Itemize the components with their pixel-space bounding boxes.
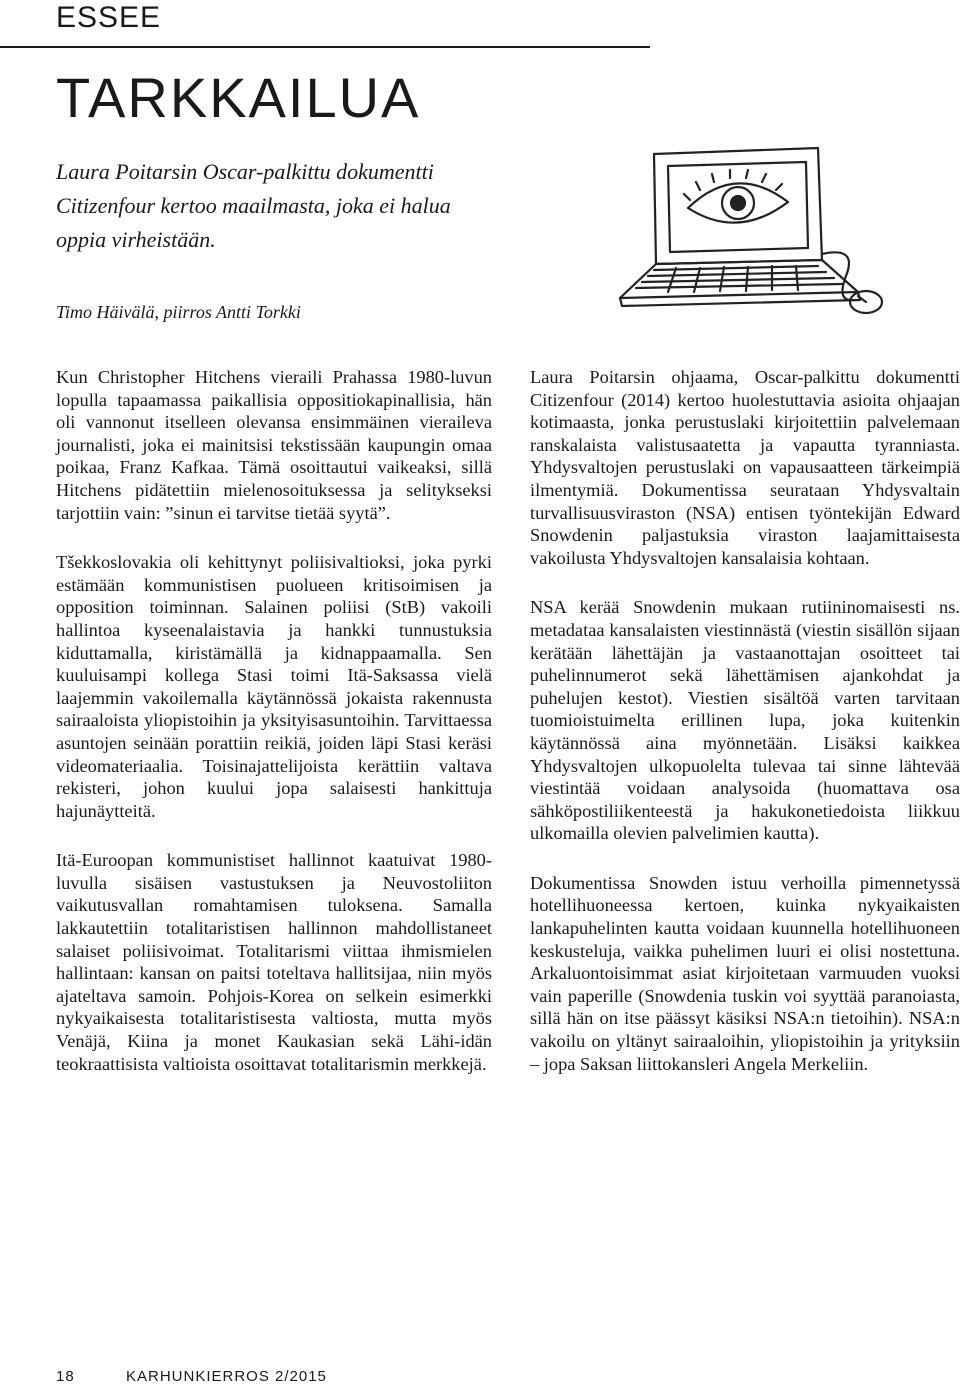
paragraph: Itä-Euroopan kommunistiset hallinnot kaatuivat 1980-luvulla sisäisen vastustuksen ja Neuvostoliiton vaikutusvallan romahtamisen tuloksena. Samalla lakkautettiin totalitaristisen hallinnon mahdollistaneet salaiset poliisivoimat. Totalitarismi viittaa ihmismielen hallintaan: kansan on paitsi toteltava hallitsijaa, niin myös ajateltava samoin. Pohjois-Korea on selkein esimerkki nykyaikaisesta totalitaristisesta valtiosta, mutta myös Venäjä, Kiina ja monet Kaukasian sekä Lähi-idän teokraattisista valtioista osoittavat totalitarismin merkkejä. xyxy=(56,850,492,1074)
article-lede: Laura Poitarsin Oscar-palkittu dokumentti Citizenfour kertoo maailmasta, joka ei halua oppia virheistään. xyxy=(56,159,451,252)
publication-name: KARHUNKIERROS 2/2015 xyxy=(126,1368,327,1385)
paragraph: Laura Poitarsin ohjaama, Oscar-palkittu dokumentti Citizenfour (2014) kertoo huolestuttavia asioita ohjaajan kotimaasta, jonka perustuslaki kirjoitettiin palvelemaan ranskalaista valistusaatetta ja vapautta tyranniasta. Yhdysvaltojen perustuslaki on vapausaatteen tärkeimpiä ilmentymiä. Dokumentissa seurataan Yhdysvaltain turvallisuusviraston (NSA) entisen työntekijän Edward Snowdenin paljastuksia viraston laajamittaisesta vakoilusta Yhdysvaltojen kansalaisia kohtaan. xyxy=(530,367,960,568)
article-headline: TARKKAILUA xyxy=(56,66,421,129)
right-column xyxy=(530,366,960,1102)
section-label: ESSEE xyxy=(56,1,162,34)
laptop-with-eye-drawing-icon xyxy=(596,142,916,322)
left-column xyxy=(56,366,492,1102)
paragraph: Tšekkoslovakia oli kehittynyt poliisivaltioksi, joka pyrki estämään kommunistisen puolueen kritisoimisen ja opposition toiminnan. Salainen poliisi (StB) vakoili hallintoa kyseenalaistavia ja hankki tunnustuksia kiduttamalla, kiristämällä ja kidnappaamalla. Sen kuuluisampi kollega Stasi toimi Itä-Saksassa vielä laajemmin vakoilemalla käytännössä jokaista rakennusta sairaaloista yliopistoihin ja yksityisasuntoihin. Tarvittaessa asuntojen seinään porattiin reikiä, joiden läpi Stasi keräsi videomateriaalia. Toisinajattelijoista kerättiin valtava rekisteri, johon kuului jopa salaisesti hankittuja hajunäytteitä. xyxy=(56,552,492,821)
page-number: 18 xyxy=(56,1368,75,1385)
paragraph: Dokumentissa Snowden istuu verhoilla pimennetyssä hotellihuoneessa kertoen, kuinka nykyaikaisten lankapuhelinten kautta voidaan kuunnella hotellihuoneen keskusteluja, vaikka puhelimen luuri ei olisi nostettuna. Arkaluontoisimmat asiat kirjoitetaan varmuuden vuoksi vain paperille (Snowdenia tuskin voi syyttää paranoiasta, sillä hän on itse päässyt käsiksi NSA:n tietoihin). NSA:n vakoilu on yltänyt sairaaloihin, yliopistoihin ja yrityksiin – jopa Saksan liittokansleri Angela Merkeliin. xyxy=(530,872,960,1074)
paragraph: Kun Christopher Hitchens vieraili Prahassa 1980-luvun lopulla tapaamassa paikallisia oppositiokapinallisia, hän oli vannonut itselleen olevansa ensimmäinen vieraileva journalisti, joka ei mainitsisi tekstissään kaupungin omaa poikaa, Franz Kafkaa. Tämä osoittautui vaikeaksi, sillä Hitchens pidätettiin mielenosoituksessa ja selitykseksi tarjottiin vain: ”sinun ei tarvitse tietää syytä”. xyxy=(56,367,492,523)
byline: Timo Häivälä, piirros Antti Torkki xyxy=(56,302,301,322)
paragraph: NSA kerää Snowdenin mukaan rutiininomaisesti ns. metadataa kansalaisten viestinnästä (viestin sisällön sijaan kerätään lähettäjän ja vastaanottajan osoitteet tai puhelinnumerot sekä lähettämisen ajankohdat ja puhelujen kestot). Viestien sisältöä varten tarvitaan tuomioistuimelta erillinen lupa, joka kuitenkin käytännössä aina myönnetään. Lisäksi kaikkea Yhdysvaltojen ulkopuolelta tulevaa tai sinne lähtevää viestintää voidaan analysoida (huomattava osa sähköpostiliikenteestä ja hakukonetiedoista liikkuu ulkomailla olevien palvelimien kautta). xyxy=(530,597,960,844)
header-rule xyxy=(0,46,650,48)
